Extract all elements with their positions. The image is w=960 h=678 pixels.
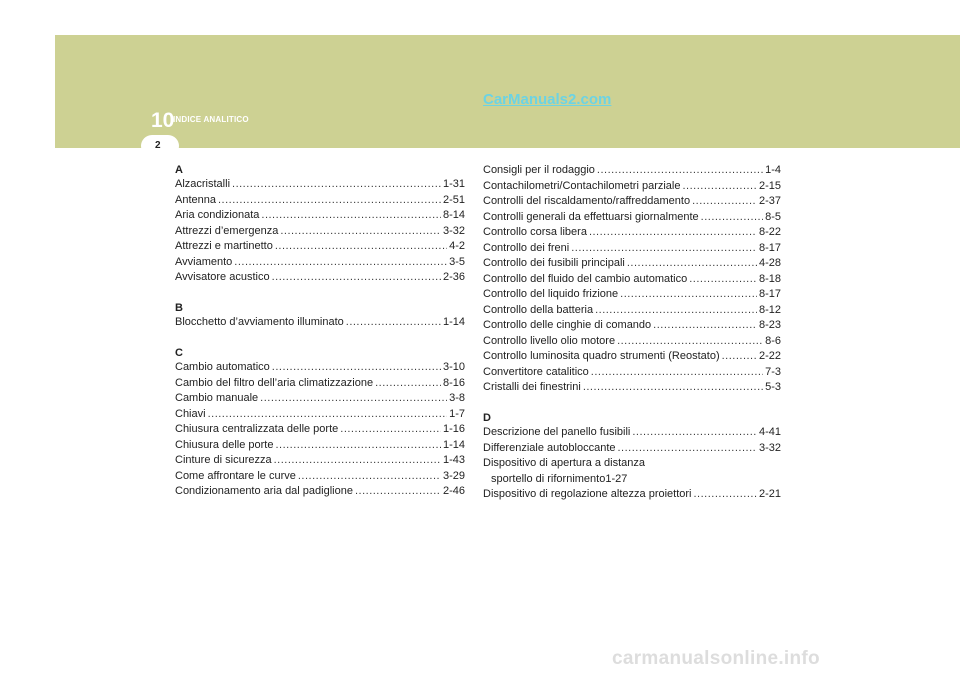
entry-page: 8-16: [442, 376, 465, 389]
index-entry[interactable]: [483, 441, 781, 457]
leader-dots: [583, 380, 763, 396]
index-entry[interactable]: [483, 456, 781, 487]
footer-watermark: carmanualsonline.info: [612, 648, 820, 669]
entry-label: Consigli per il rodaggio: [483, 164, 595, 176]
leader-dots: [595, 303, 757, 319]
leader-dots: [275, 438, 441, 454]
leader-dots: [274, 453, 441, 469]
entry-label: Avvisatore acustico: [175, 271, 270, 283]
index-entry[interactable]: [175, 391, 465, 407]
entry-label: Condizionamento aria dal padiglione: [175, 485, 353, 497]
index-section: [483, 411, 781, 503]
index-entry[interactable]: [175, 239, 465, 255]
leader-dots: [261, 208, 441, 224]
index-entry[interactable]: [483, 349, 781, 365]
entry-label: Chiavi: [175, 407, 206, 420]
entry-page: 1-14: [442, 438, 465, 451]
leader-dots: [280, 224, 441, 240]
index-entry[interactable]: [483, 163, 781, 179]
section-letter: B: [175, 302, 183, 314]
entry-page: 1-7: [449, 407, 465, 420]
entry-label: Cambio del filtro dell’aria climatizzazione: [175, 376, 374, 389]
section-letter: D: [483, 412, 491, 424]
entry-label: Controllo del fluido del cambio automatico: [483, 272, 688, 285]
index-entry[interactable]: [483, 365, 781, 381]
entry-page: 8-17: [758, 288, 781, 300]
index-entry[interactable]: [175, 360, 465, 376]
leader-dots: [298, 469, 441, 485]
entry-label: Cristalli dei finestrini: [483, 381, 581, 393]
leader-dots: [627, 256, 757, 272]
leader-dots: [597, 163, 763, 179]
entry-page: 3-29: [442, 469, 465, 482]
index-entry[interactable]: [483, 194, 781, 210]
leader-dots: [275, 239, 447, 255]
entry-page: 2-36: [442, 271, 465, 283]
page-number: 2: [155, 140, 161, 151]
leader-dots: [234, 255, 447, 271]
entry-page: 1-4: [765, 164, 781, 176]
leader-dots: [618, 441, 757, 457]
leader-dots: [701, 210, 763, 226]
entry-page: 1-27: [605, 472, 628, 485]
entry-label: Cinture di sicurezza: [175, 454, 272, 466]
entry-label: Chiusura centralizzata delle porte: [175, 423, 339, 435]
index-entry[interactable]: [483, 256, 781, 272]
entry-label: Controlli del riscaldamento/raffreddamento: [483, 195, 691, 207]
chapter-title: INDICE ANALITICO: [173, 115, 249, 124]
leader-dots: [589, 225, 757, 241]
leader-dots: [653, 318, 757, 334]
index-column-left: [175, 163, 465, 515]
entry-page: 8-22: [758, 226, 781, 238]
index-entry[interactable]: [483, 287, 781, 303]
leader-dots: [340, 422, 441, 438]
leader-dots: [722, 349, 757, 365]
entry-label: Alzacristalli: [175, 178, 231, 190]
index-entry[interactable]: [175, 422, 465, 438]
index-section: [175, 346, 465, 500]
index-entry[interactable]: [175, 177, 465, 193]
entry-label: Controllo dei fusibili principali: [483, 257, 625, 269]
entry-label: Chiusura delle porte: [175, 438, 274, 451]
leader-dots: [694, 487, 757, 503]
index-section: [175, 301, 465, 331]
leader-dots: [218, 193, 441, 209]
index-entry[interactable]: [483, 334, 781, 350]
entry-page: 8-18: [758, 272, 781, 285]
entry-page: 8-12: [758, 303, 781, 316]
index-entry[interactable]: [483, 225, 781, 241]
entry-page: 2-15: [758, 179, 781, 192]
leader-dots: [620, 287, 757, 303]
entry-label: Blocchetto d’avviamento illuminato: [175, 316, 344, 328]
leader-dots: [591, 365, 763, 381]
entry-label: Contachilometri/Contachilometri parziale: [483, 179, 681, 192]
entry-page: 3-32: [758, 441, 781, 454]
entry-label: Controllo dei freni: [483, 241, 570, 254]
section-letter: C: [175, 347, 183, 359]
entry-label: Convertitore catalitico: [483, 365, 589, 378]
entry-page: 2-22: [758, 350, 781, 362]
entry-label: Antenna: [175, 193, 216, 206]
leader-dots: [617, 334, 763, 350]
entry-page: 2-51: [442, 193, 465, 206]
entry-label: Controllo luminosita quadro strumenti (Reostato): [483, 350, 720, 362]
index-entry[interactable]: [483, 318, 781, 334]
index-entry[interactable]: [175, 484, 465, 500]
section-letter: A: [175, 164, 183, 176]
leader-dots: [571, 241, 757, 257]
entry-label: Come affrontare le curve: [175, 469, 296, 482]
entry-label: Controllo corsa libera: [483, 226, 587, 238]
index-entry[interactable]: [175, 208, 465, 224]
entry-page: 2-46: [442, 485, 465, 497]
entry-page: 8-6: [765, 334, 781, 347]
index-entry[interactable]: [483, 241, 781, 257]
entry-label: Controllo della batteria: [483, 303, 594, 316]
watermark-link[interactable]: CarManuals2.com: [483, 91, 612, 108]
entry-page: 8-17: [758, 241, 781, 254]
index-entry[interactable]: [483, 487, 781, 503]
entry-label: Dispositivo di apertura a distanza: [483, 457, 646, 469]
entry-page: 3-5: [449, 255, 465, 268]
entry-label: Controllo delle cinghie di comando: [483, 319, 652, 331]
entry-page: 7-3: [765, 365, 781, 378]
entry-page: 2-37: [758, 195, 781, 207]
entry-page: 1-31: [442, 178, 465, 190]
index-section: [483, 163, 781, 396]
entry-label: Controllo del liquido frizione: [483, 288, 619, 300]
leader-dots: [208, 407, 448, 423]
entry-page: 3-8: [449, 392, 465, 404]
leader-dots: [682, 179, 756, 195]
entry-page: 8-23: [758, 319, 781, 331]
entry-page: 8-14: [442, 209, 465, 221]
index-entry[interactable]: [175, 469, 465, 485]
index-entry[interactable]: [483, 210, 781, 226]
leader-dots: [346, 315, 441, 331]
index-entry[interactable]: [483, 303, 781, 319]
index-entry[interactable]: [483, 380, 781, 396]
leader-dots: [232, 177, 441, 193]
entry-label-continuation: sportello di rifornimento: [491, 472, 606, 485]
chapter-number: 10: [151, 109, 175, 132]
entry-page: 3-10: [442, 361, 465, 373]
entry-label: Cambio automatico: [175, 361, 270, 373]
index-entry[interactable]: [483, 179, 781, 195]
index-entry[interactable]: [483, 272, 781, 288]
entry-label: Attrezzi e martinetto: [175, 240, 273, 252]
entry-label: Aria condizionata: [175, 209, 260, 221]
entry-page: 2-21: [758, 488, 781, 500]
index-entry[interactable]: [175, 193, 465, 209]
index-column-right: [483, 163, 781, 518]
index-entry[interactable]: [175, 224, 465, 240]
entry-label: Attrezzi d’emergenza: [175, 224, 279, 237]
entry-label: Differenziale autobloccante: [483, 441, 616, 454]
leader-dots: [272, 270, 441, 286]
index-entry[interactable]: [175, 453, 465, 469]
entry-label: Dispositivo di regolazione altezza proiettori: [483, 488, 692, 500]
index-entry[interactable]: [483, 425, 781, 441]
entry-page: 1-43: [442, 454, 465, 466]
entry-page: 8-5: [765, 210, 781, 223]
entry-label: Cambio manuale: [175, 392, 259, 404]
entry-label: Avviamento: [175, 255, 233, 268]
entry-page: 4-28: [758, 257, 781, 269]
index-entry[interactable]: [175, 270, 465, 286]
index-entry[interactable]: [175, 407, 465, 423]
entry-page: 4-41: [758, 426, 781, 438]
leader-dots: [272, 360, 441, 376]
leader-dots: [689, 272, 757, 288]
entry-page: 3-32: [442, 224, 465, 237]
index-entry[interactable]: [175, 255, 465, 271]
entry-page: 5-3: [765, 381, 781, 393]
leader-dots: [692, 194, 757, 210]
leader-dots: [260, 391, 447, 407]
leader-dots: [632, 425, 757, 441]
entry-page: 1-16: [442, 423, 465, 435]
entry-label: Controlli generali da effettuarsi giornalmente: [483, 210, 699, 223]
entry-page: 1-14: [442, 316, 465, 328]
index-section: [175, 163, 465, 286]
leader-dots: [375, 376, 441, 392]
index-entry[interactable]: [175, 438, 465, 454]
index-entry[interactable]: [175, 376, 465, 392]
entry-page: 4-2: [449, 240, 465, 252]
entry-label: Descrizione del panello fusibili: [483, 426, 631, 438]
leader-dots: [355, 484, 441, 500]
entry-label: Controllo livello olio motore: [483, 334, 616, 347]
index-entry[interactable]: [175, 315, 465, 331]
